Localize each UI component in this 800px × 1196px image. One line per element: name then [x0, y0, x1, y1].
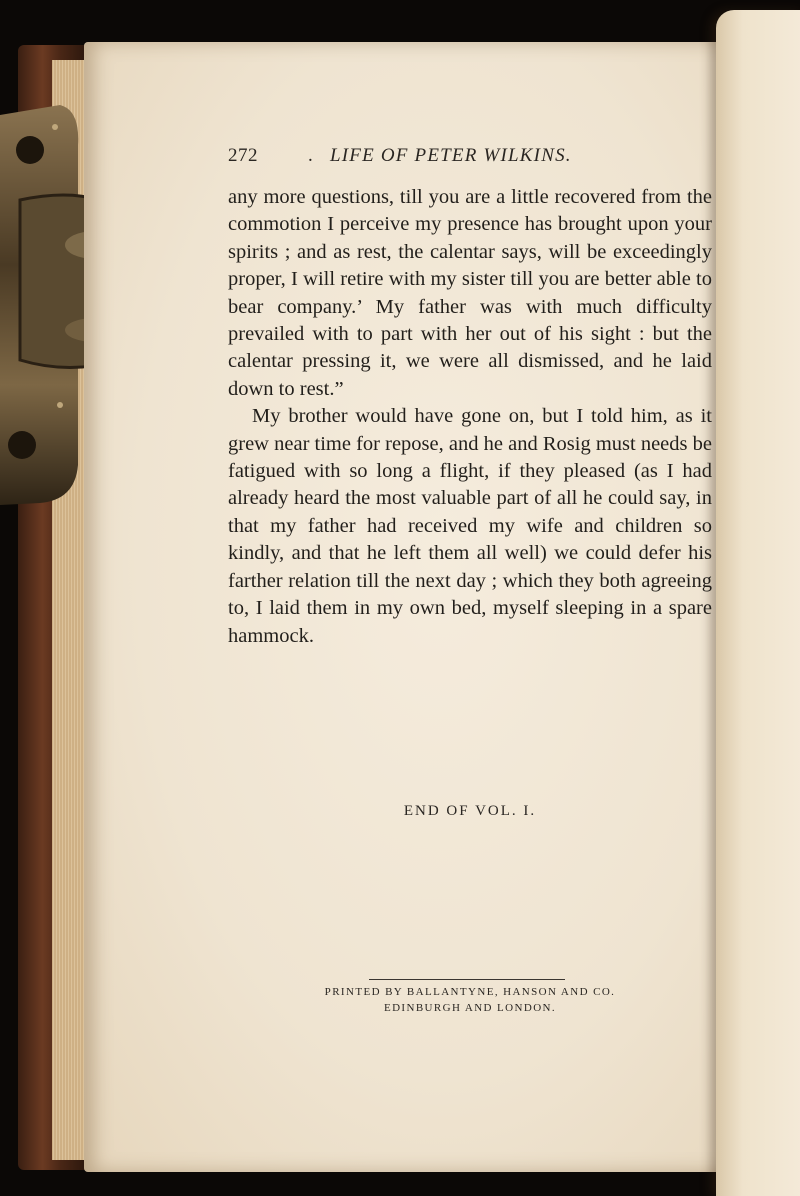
- body-text: [228, 184, 712, 650]
- divider-rule: [369, 979, 565, 980]
- printer-location: EDINBURGH AND LONDON.: [383, 1002, 557, 1014]
- paragraph: My brother would have gone on, but I told him, as it grew near time for repose, and he and Rosig must needs be fatigued with so long a flight, if they pleased (as I had already heard the most valuable part of all he could say, in that my father had received my wife and children so kindly, and that he left them all well) we could defer his farther relation till the next day ; which they both agreeing to, I laid them in my own bed, myself sleeping in a spare hammock.: [228, 405, 712, 647]
- next-page-edge: [716, 10, 800, 1196]
- printer-line: PRINTED BY BALLANTYNE, HANSON AND CO.: [324, 986, 616, 998]
- book-title: LIFE OF PETER WILKINS.: [330, 145, 572, 166]
- paragraph: any more questions, till you are a little recovered from the commotion I perceive my presence has brought upon your spirits ; and as rest, the calentar says, will be exceedingly proper, I will retire with my sister till you are better able to bear company.’ My father was with much difficulty prevailed with to part with her out of his sight : but the calentar pressing it, we were all dismissed, and he laid down to rest.”: [228, 186, 712, 400]
- head-separator: .: [308, 145, 314, 166]
- running-head: [228, 145, 718, 171]
- printer-imprint: [230, 984, 710, 1016]
- page-number: 272: [228, 145, 258, 166]
- end-of-volume-note: END OF VOL. I.: [403, 803, 537, 819]
